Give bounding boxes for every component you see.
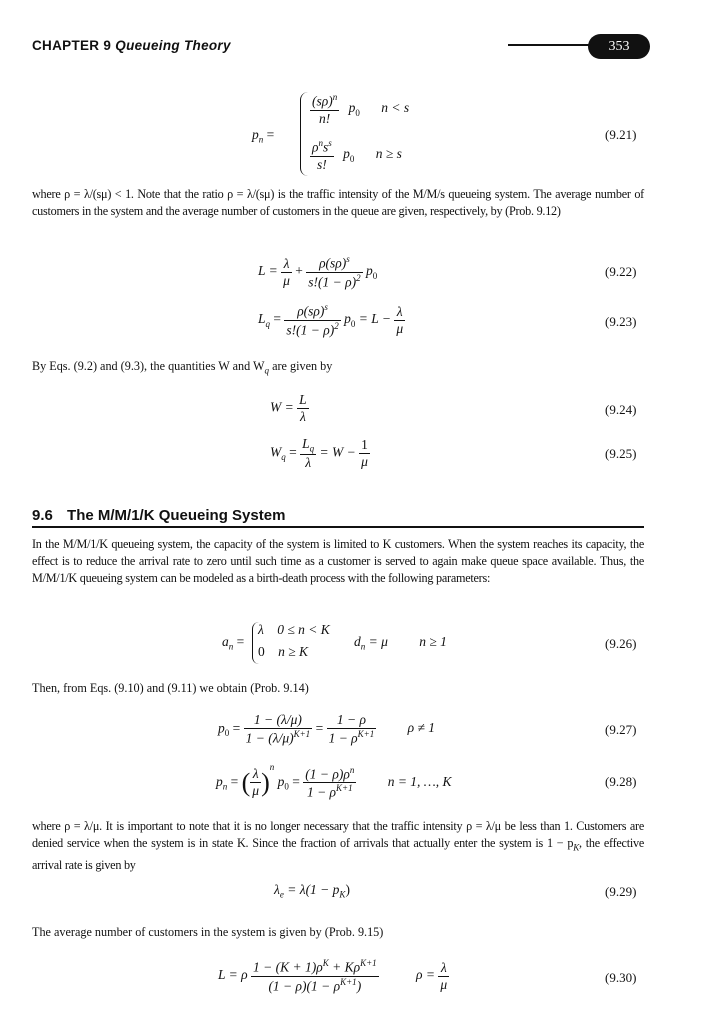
eq-9-22: L = $\frac{\lambda}{\mu}$ + $\frac{\rho(s\rho)^s}{s!(1 - \rho)^2}$ $p_0$ — [258, 254, 378, 289]
eq-number-9-29: (9.29) — [605, 884, 637, 899]
eq-9-27: $p_0$ = $\frac{1 - (\lambda/\mu)}{1 - (\lambda/\mu)^{K+1}}$ = $\frac{1 - \rho}{1 - \rho^{K+1}}$ ρ ≠ 1 — [218, 712, 435, 746]
eq-number-9-22: (9.22) — [605, 264, 637, 279]
eq-number-9-30: (9.30) — [605, 970, 637, 985]
eq-9-24: W = $\frac{L}{\lambda}$ — [270, 392, 307, 424]
paragraph-mms-intensity: where ρ = λ/(sμ) < 1. Note that the ratio ρ = λ/(sμ) is the traffic intensity of the M/M/s queueing system. The average number of customers in the system and the average number of customers in the queue are given, respectively, by (Prob. 9.12) — [32, 187, 644, 219]
eq-number-9-27: (9.27) — [605, 722, 637, 737]
eq-number-9-24: (9.24) — [605, 402, 637, 417]
eq-9-26-death-rate: $d_n = \mu$ n ≥ 1 — [354, 634, 447, 652]
chapter-title: Queueing Theory — [115, 38, 231, 53]
eq-9-26-case-1: λ 0 ≤ n < K — [258, 622, 330, 637]
header-rule — [508, 44, 598, 46]
paragraph-mm1k-intro: In the M/M/1/K queueing system, the capacity of the system is limited to K customers. When the system reaches its capacity, the effect is to reduce the arrival rate to zero until such time as a customer is served to again make queue space available. Thus, the M/M/1/K queueing system can be modeled as a birth-death process with the following parameters: — [32, 537, 644, 586]
eq-9-21-case-1: $\frac{(s\rho)^n}{n!}$ $p_0$ n < s — [312, 92, 410, 126]
eq-9-30: L = ρ $\frac{1 - (K + 1)\rho^K + K\rho^{K+1}}{(1 - \rho)(1 - \rho^{K+1})}$ ρ = $\frac{\lambda}{\mu}$ — [218, 958, 448, 993]
eq-9-21-lhs: $p_n$ = — [252, 127, 275, 145]
eq-number-9-23: (9.23) — [605, 314, 637, 329]
eq-9-28: $p_n$ = ( $\frac{\lambda}{\mu}$ )$^n$ $p_0$ = $\frac{(1 - \rho)\rho^n}{1 - \rho^{K+1}}$ n = 1, …, K — [216, 762, 452, 800]
page-number: 353 — [588, 34, 650, 59]
eq-9-25: $W_q$ = $\frac{L_q}{\lambda}$ = W − $\frac{1}{\mu}$ — [270, 436, 368, 470]
paragraph-effective-rate: where ρ = λ/μ. It is important to note that it is no longer necessary that the traffic intensity ρ = λ/μ be less than 1. Customers are denied service when the system is in state K. Since the fraction of arrivals that actually enter the system is $1 - p_K$, the effective arrival rate is given by — [32, 819, 644, 872]
section-number: 9.6 — [32, 507, 53, 524]
eq-number-9-21: (9.21) — [605, 127, 637, 142]
running-header — [32, 38, 231, 53]
eq-number-9-25: (9.25) — [605, 446, 637, 461]
section-rule — [32, 526, 644, 528]
eq-9-26-case-2: 0 n ≥ K — [258, 644, 309, 659]
eq-9-29: $\lambda_e = \lambda(1 - p_K)$ — [274, 882, 350, 900]
paragraph-w-wq: By Eqs. (9.2) and (9.3), the quantities W and $W_q$ are given by — [32, 359, 333, 376]
eq-9-21-case-2: $\frac{\rho^ns^s}{s!}$ $p_0$ n ≥ s — [312, 138, 402, 172]
section-heading — [32, 507, 285, 524]
eq-number-9-28: (9.28) — [605, 774, 637, 789]
paragraph-average-customers: The average number of customers in the system is given by (Prob. 9.15) — [32, 925, 384, 939]
paragraph-then: Then, from Eqs. (9.10) and (9.11) we obtain (Prob. 9.14) — [32, 681, 309, 695]
eq-9-26-lhs: $a_n$ = — [222, 634, 245, 652]
eq-number-9-26: (9.26) — [605, 636, 637, 651]
section-title: The M/M/1/K Queueing System — [67, 507, 286, 524]
eq-9-23: $L_q$ = $\frac{\rho(s\rho)^s}{s!(1 - \rho)^2}$ $p_0 = L$ − $\frac{\lambda}{\mu}$ — [258, 302, 404, 337]
chapter-label: CHAPTER 9 — [32, 38, 112, 53]
